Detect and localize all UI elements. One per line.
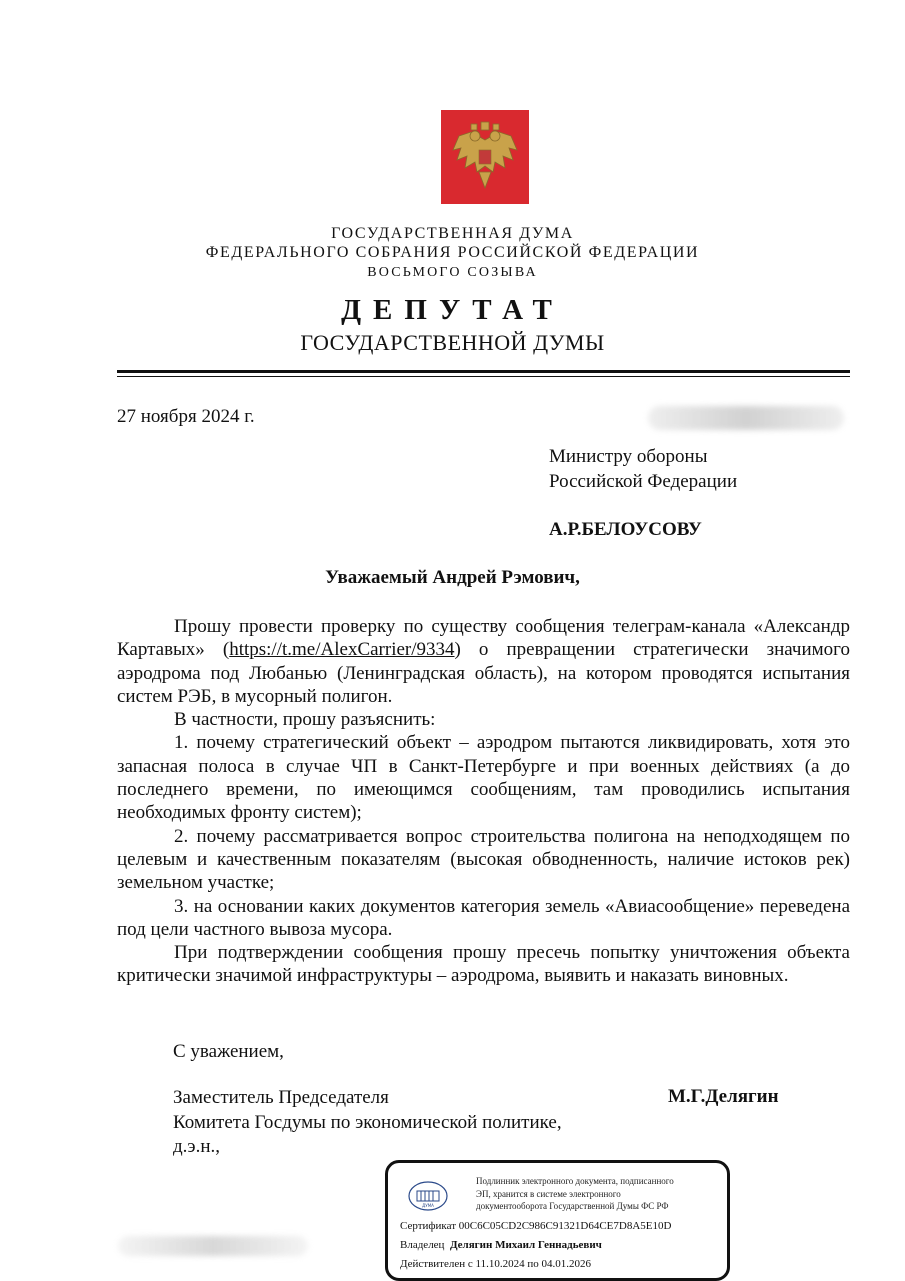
paragraph-item-2: 2. почему рассматривается вопрос строительства полигона на неподходящем по целевым и качественным показателям (высокая обводненность, наличие истоков рек) земельном участке; xyxy=(117,825,850,894)
addressee-name: А.Р.БЕЛОУСОВУ xyxy=(549,519,702,540)
signatory-name: М.Г.Делягин xyxy=(668,1086,779,1107)
addressee-line-2: Российской Федерации xyxy=(549,471,738,492)
letter-body xyxy=(117,615,850,988)
duma-building-icon xyxy=(408,1181,448,1211)
deputat-title: ДЕПУТАТ xyxy=(341,294,564,326)
paragraph-6: При подтверждении сообщения прошу пресечь попытку уничтожения объекта критически значимой инфраструктуры – аэродрома, выявить и наказать виновных. xyxy=(117,942,850,987)
stamp-validity: Действителен с 11.10.2024 по 04.01.2026 xyxy=(400,1258,591,1270)
stamp-header-2: ЭП, хранится в системе электронного xyxy=(476,1188,621,1199)
stamp-header xyxy=(476,1175,674,1213)
signature-block xyxy=(173,1086,562,1160)
double-headed-eagle-icon xyxy=(441,110,529,204)
stamp-header-1: Подлинник электронного документа, подписанного xyxy=(476,1176,674,1186)
letter-date: 27 ноября 2024 г. xyxy=(117,406,255,427)
stamp-owner-label: Владелец xyxy=(400,1239,445,1251)
gosduma-subtitle: ГОСУДАРСТВЕННОЙ ДУМЫ xyxy=(300,330,605,355)
paragraph-1-text-end: ) о превращении стратегически значимого аэродрома под Любанью (Ленинградская область), на котором проводятся испытания систем РЭБ, в мусорный полигон. xyxy=(117,639,850,707)
electronic-signature-stamp xyxy=(385,1160,730,1281)
telegram-link[interactable]: https://t.me/AlexCarrier/9334 xyxy=(229,639,455,661)
greeting: Уважаемый Андрей Рэмович, xyxy=(325,567,580,588)
stamp-owner xyxy=(400,1239,602,1251)
signature-line-1: Заместитель Председателя xyxy=(173,1087,389,1108)
paragraph-1-text: Прошу провести проверку по существу сообщения телеграм-канала «Александр Картавых» ( xyxy=(117,616,850,661)
header-rule-thin xyxy=(117,376,850,377)
header-line-1: ГОСУДАРСТВЕННАЯ ДУМА xyxy=(331,225,574,242)
header-line-3: ВОСЬМОГО СОЗЫВА xyxy=(367,265,538,280)
signature-line-3: д.э.н., xyxy=(173,1136,220,1157)
closing: С уважением, xyxy=(173,1041,284,1062)
signature-line-2: Комитета Госдумы по экономической политике, xyxy=(173,1111,562,1133)
paragraph-1 xyxy=(117,615,850,708)
stamp-header-3: документооборота Государственной Думы ФС РФ xyxy=(476,1201,669,1211)
stamp-owner-name: Делягин Михаил Геннадьевич xyxy=(449,1239,602,1251)
stamp-logo-text: ДУМА xyxy=(422,1203,434,1208)
addressee-line-1: Министру обороны xyxy=(549,446,708,467)
redacted-footer-text xyxy=(118,1236,308,1256)
paragraph-2: В частности, прошу разъяснить: xyxy=(174,709,436,731)
stamp-certificate: Сертификат 00C6C05CD2C986C91321D64CE7D8A5E10D xyxy=(400,1220,672,1232)
redacted-outgoing-number xyxy=(648,406,844,430)
header-rule-thick xyxy=(117,370,850,373)
paragraph-item-1: 1. почему стратегический объект – аэродром пытаются ликвидировать, хотя это запасная полоса в случае ЧП в Санкт-Петербурге и при военных действиях (а до последнего времени, по имеющимся сообщениям, там проводились испытания необходимых фронту систем); xyxy=(117,732,850,824)
header-line-2: ФЕДЕРАЛЬНОГО СОБРАНИЯ РОССИЙСКОЙ ФЕДЕРАЦИИ xyxy=(205,244,700,261)
paragraph-item-3: 3. на основании каких документов категория земель «Авиасообщение» переведена под цели частного вывоза мусора. xyxy=(117,895,850,940)
coat-of-arms-emblem xyxy=(441,110,529,204)
